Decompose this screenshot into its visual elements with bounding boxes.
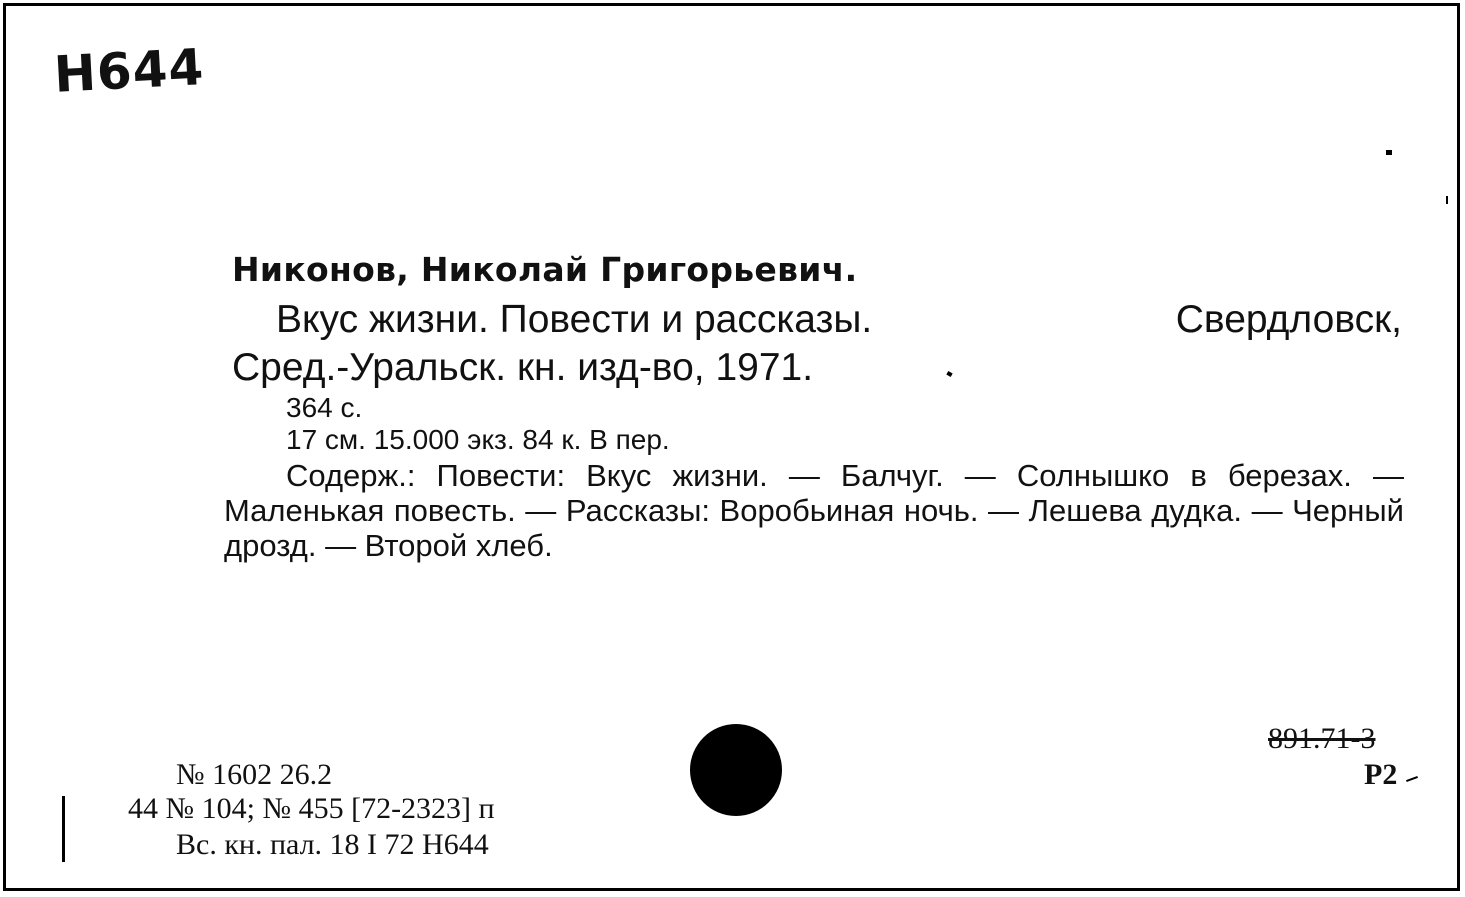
handwritten-call-number: Н644 xyxy=(52,38,206,104)
speck-mark xyxy=(946,371,952,377)
physical-description: 17 см. 15.000 экз. 84 к. В пер. xyxy=(286,424,670,455)
book-title: Вкус жизни. Повести и рассказы. xyxy=(276,298,873,341)
speck-mark xyxy=(1386,150,1392,155)
order-detail-line: 44 № 104; № 455 [72-2323] п xyxy=(128,792,495,825)
author-heading: Никонов, Николай Григорьевич. xyxy=(232,250,858,289)
registry-line: Вс. кн. пал. 18 I 72 Н644 xyxy=(176,828,489,861)
publisher-line: Сред.-Уральск. кн. изд-во, 1971. xyxy=(232,346,814,389)
margin-line xyxy=(62,796,65,862)
title-line xyxy=(276,298,1402,342)
order-number-line: № 1602 26.2 xyxy=(176,758,333,791)
page-count: 364 с. xyxy=(286,392,363,423)
handwritten-tick xyxy=(1406,776,1418,782)
punch-hole xyxy=(690,724,782,816)
publication-place: Свердловск, xyxy=(1175,298,1402,341)
author-mark: Р2 xyxy=(1364,758,1398,791)
catalog-card xyxy=(3,3,1460,891)
contents-note: Содерж.: Повести: Вкус жизни. — Балчуг. — Солнышко в березах. — Маленькая повесть. — Рассказы: Воробьиная ночь. — Лешева дудка. — Черный дрозд. — Второй хлеб. xyxy=(224,458,1404,563)
speck-mark xyxy=(1446,196,1448,204)
classification-index: 891.71-3 xyxy=(1268,722,1376,755)
